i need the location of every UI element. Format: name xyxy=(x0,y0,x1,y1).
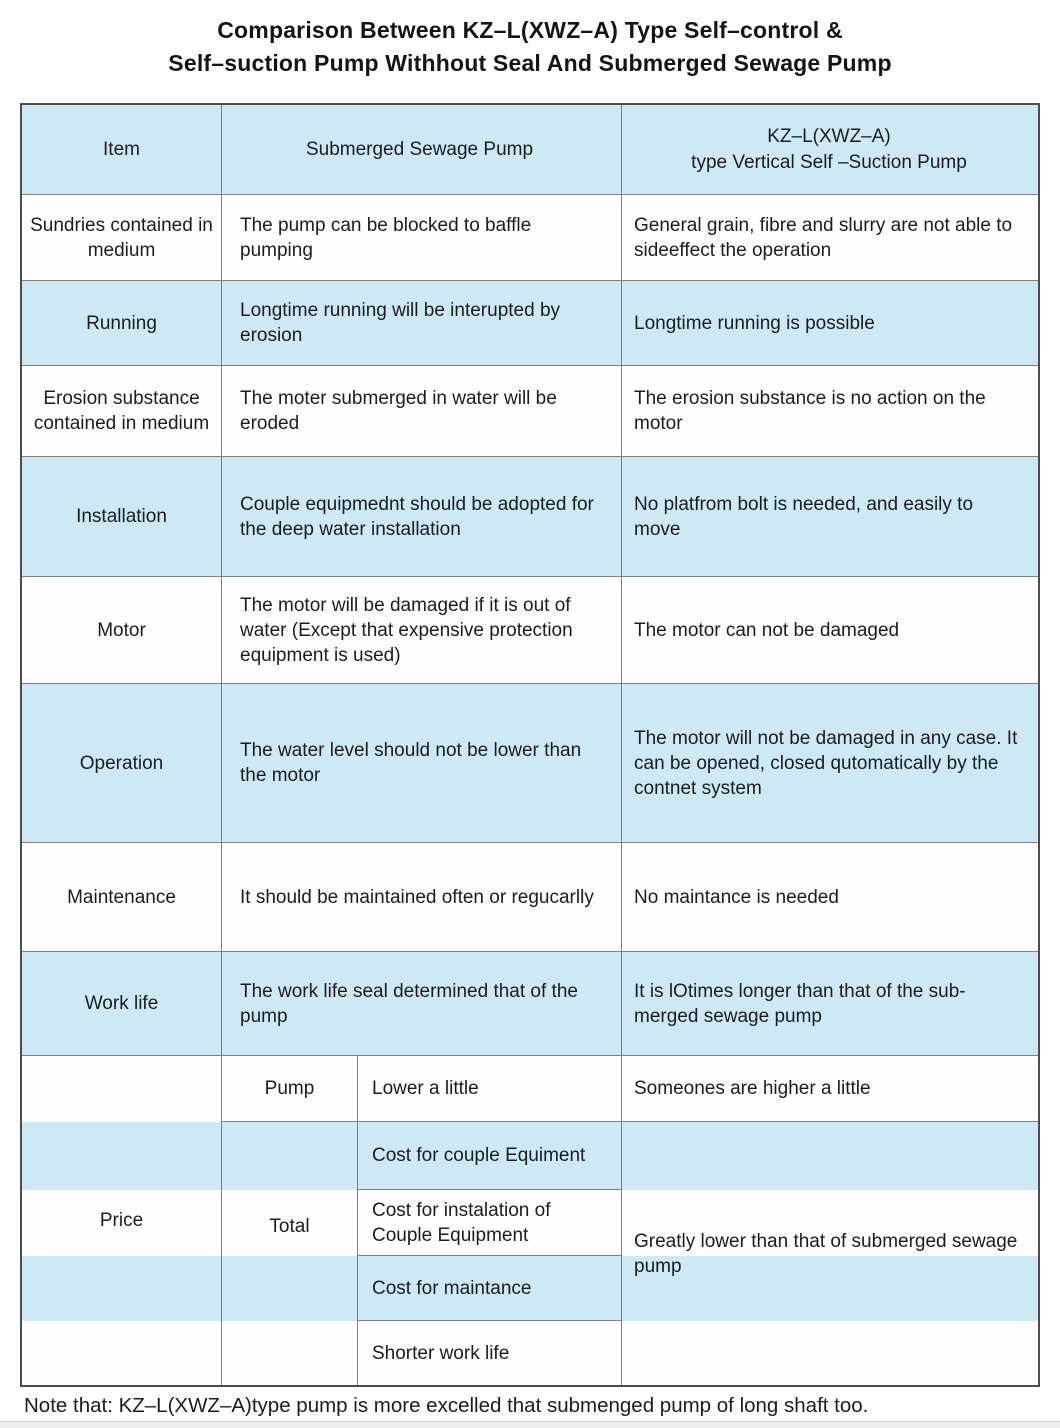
cell-submerged xyxy=(222,195,622,280)
table-row-work-life xyxy=(22,952,1038,1056)
cell-submerged xyxy=(222,281,622,365)
page-title-line-1: Comparison Between KZ–L(XWZ–A) Type Self–control & xyxy=(217,17,843,43)
table-row-installation xyxy=(22,457,1038,577)
row-submerged-text: The pump can be blocked to baffle pumping xyxy=(240,214,532,261)
price-section xyxy=(22,1056,1038,1385)
cell-submerged xyxy=(222,952,622,1055)
row-kzl-text: The erosion substance is no action on the motor xyxy=(634,388,986,434)
cell-kzl xyxy=(622,684,1038,842)
table-row-motor xyxy=(22,577,1038,684)
row-item-label: Maintenance xyxy=(67,886,176,908)
header-cell-kzl xyxy=(622,105,1038,194)
price-total-item-text: Cost for maintance xyxy=(372,1277,532,1299)
header-item-label: Item xyxy=(103,138,140,160)
page-title xyxy=(0,0,1060,80)
price-total-label: Total xyxy=(269,1216,310,1237)
row-item-label: Motor xyxy=(97,619,146,641)
table-row-sundries xyxy=(22,195,1038,281)
price-total-item-installation xyxy=(358,1190,622,1256)
table-row-maintenance xyxy=(22,843,1038,952)
row-submerged-text: The moter submerged in water will be eroded xyxy=(240,388,557,434)
header-cell-submerged xyxy=(222,105,622,194)
row-submerged-text: The motor will be damaged if it is out of water (Except that expensive protection equipment is used) xyxy=(240,594,573,666)
row-kzl-text: No maintance is needed xyxy=(634,886,839,908)
price-pump-label: Pump xyxy=(264,1078,315,1099)
price-row-label xyxy=(22,1056,222,1385)
price-total-kzl-text: Greatly lower than that of submerged sewage pump xyxy=(634,1230,1018,1277)
row-submerged-text: Couple equipmednt should be adopted for the deep water installation xyxy=(240,493,594,540)
cell-kzl xyxy=(622,366,1038,456)
cell-item xyxy=(22,366,222,456)
row-item-label: Erosion substance contained in medium xyxy=(33,388,210,434)
row-kzl-text: The motor will not be damaged in any case. It can be opened, closed qutomatically by the contnet system xyxy=(634,727,1018,799)
price-pump-kzl-text: Someones are higher a little xyxy=(634,1078,871,1099)
cell-kzl xyxy=(622,577,1038,683)
cell-kzl xyxy=(622,952,1038,1055)
cell-item xyxy=(22,195,222,280)
row-item-label: Running xyxy=(86,312,157,334)
cell-submerged xyxy=(222,366,622,456)
price-pump-cell xyxy=(222,1056,358,1122)
row-item-label: Operation xyxy=(79,752,164,774)
row-submerged-text: The water level should not be lower than the motor xyxy=(240,740,582,786)
cell-item xyxy=(22,577,222,683)
table-row-erosion xyxy=(22,366,1038,457)
cell-kzl xyxy=(622,843,1038,951)
price-total-item-couple-equipment xyxy=(358,1122,622,1190)
price-pump-submerged-text: Lower a little xyxy=(372,1078,479,1099)
cell-kzl xyxy=(622,457,1038,576)
header-kzl-line-1: KZ–L(XWZ–A) xyxy=(767,125,891,147)
price-total-item-maintenance xyxy=(358,1256,622,1321)
cell-submerged xyxy=(222,843,622,951)
row-kzl-text: It is lOtimes longer than that of the sub-merged sewage pump xyxy=(634,980,966,1027)
row-kzl-text: No platfrom bolt is needed, and easily to move xyxy=(634,493,974,540)
table-header-row xyxy=(22,105,1038,195)
cell-item xyxy=(22,952,222,1055)
comparison-table xyxy=(20,103,1040,1387)
cell-kzl xyxy=(622,195,1038,280)
cell-item xyxy=(22,457,222,576)
row-item-label: Work life xyxy=(84,993,159,1014)
cell-item xyxy=(22,281,222,365)
header-submerged-label: Submerged Sewage Pump xyxy=(305,138,534,160)
row-submerged-text: Longtime running will be interupted by erosion xyxy=(240,300,561,346)
price-total-kzl-cell xyxy=(622,1122,1038,1385)
bottom-edge-strip xyxy=(0,1421,1060,1428)
cell-kzl xyxy=(622,281,1038,365)
price-total-item-text: Cost for instalation of Couple Equipment xyxy=(372,1199,551,1246)
cell-submerged xyxy=(222,457,622,576)
row-item-label: Installation xyxy=(76,506,167,527)
header-kzl-label xyxy=(691,124,967,176)
header-kzl-line-2: type Vertical Self –Suction Pump xyxy=(691,151,967,173)
row-kzl-text: The motor can not be damaged xyxy=(634,619,900,641)
price-total-cell xyxy=(222,1122,358,1385)
row-kzl-text: Longtime running is possible xyxy=(634,312,875,334)
price-total-item-text: Shorter work life xyxy=(372,1342,510,1364)
row-kzl-text: General grain, fibre and slurry are not able to sideeffect the operation xyxy=(634,214,1013,261)
row-submerged-text: It should be maintained often or regucarlly xyxy=(240,886,594,908)
cell-submerged xyxy=(222,684,622,842)
price-pump-submerged-cell xyxy=(358,1056,622,1122)
footnote: Note that: KZ–L(XWZ–A)type pump is more excelled that submenged pump of long shaft too. xyxy=(24,1394,869,1417)
cell-item xyxy=(22,684,222,842)
table-row-running xyxy=(22,281,1038,366)
header-cell-item xyxy=(22,105,222,194)
table-row-operation xyxy=(22,684,1038,843)
page-title-line-2: Self–suction Pump Withhout Seal And Submerged Sewage Pump xyxy=(168,50,892,76)
price-pump-kzl-cell xyxy=(622,1056,1038,1122)
cell-submerged xyxy=(222,577,622,683)
price-total-item-work-life xyxy=(358,1321,622,1385)
row-submerged-text: The work life seal determined that of the pump xyxy=(240,980,578,1027)
cell-item xyxy=(22,843,222,951)
price-label-text: Price xyxy=(99,1210,144,1231)
row-item-label: Sundries contained in medium xyxy=(30,214,213,261)
price-total-item-text: Cost for couple Equiment xyxy=(372,1145,586,1166)
